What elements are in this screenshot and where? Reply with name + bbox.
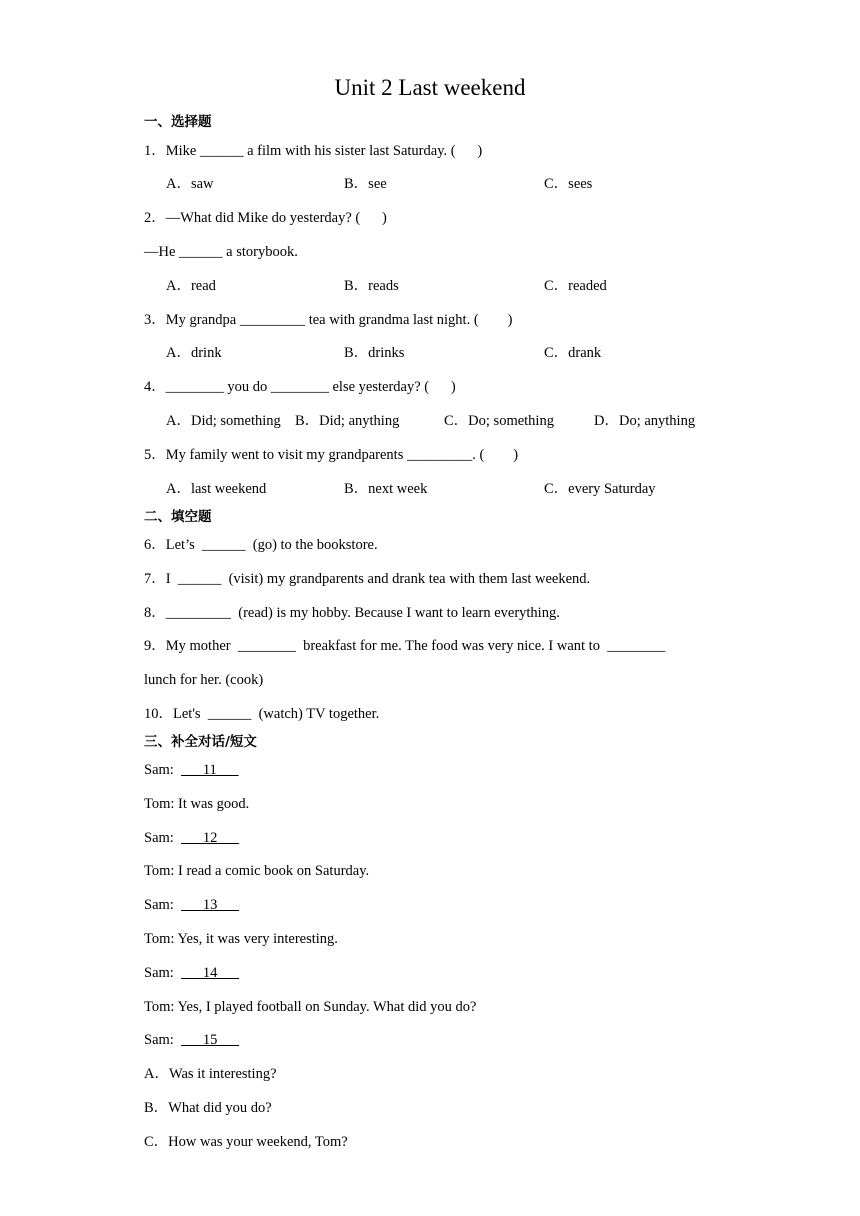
question-3-option-b: B．drinks [344, 345, 405, 361]
question-5-stem: 5．My family went to visit my grandparents _________. ( ) [144, 447, 519, 463]
dialog-tom-line-1: Tom: It was good. [144, 796, 250, 812]
question-4-option-d: D．Do; anything [594, 413, 696, 429]
question-5-option-b: B．next week [344, 481, 428, 497]
speaker-label: Sam: [144, 965, 182, 981]
section-heading-choice: 一、选择题 [144, 114, 212, 130]
question-4-option-c: C．Do; something [444, 413, 554, 429]
dialog-sam-line-14 [144, 963, 239, 983]
section-heading-fill: 二、填空题 [144, 509, 212, 525]
question-2-option-b: B．reads [344, 278, 399, 294]
speaker-label: Sam: [144, 762, 182, 778]
question-1-option-c: C．sees [544, 176, 593, 192]
dialog-option-b: B．What did you do? [144, 1100, 272, 1116]
question-8: 8．_________ (read) is my hobby. Because I want to learn everything. [144, 605, 560, 621]
page-title: Unit 2 Last weekend [334, 75, 526, 100]
speaker-label: Sam: [144, 1032, 182, 1048]
dialog-sam-line-11 [144, 760, 239, 780]
question-3-option-a: A．drink [166, 345, 222, 361]
question-1-option-a: A．saw [166, 176, 214, 192]
question-1-stem: 1．Mike ______ a film with his sister last Saturday. ( ) [144, 143, 483, 159]
dialog-tom-line-4: Tom: Yes, I played football on Sunday. What did you do? [144, 999, 477, 1015]
question-2-stem: 2．—What did Mike do yesterday? ( ) [144, 210, 387, 226]
question-1-option-b: B．see [344, 176, 387, 192]
question-7: 7．I ______ (visit) my grandparents and drank tea with them last weekend. [144, 571, 591, 587]
question-10: 10．Let's ______ (watch) TV together. [144, 706, 380, 722]
dialog-tom-line-2: Tom: I read a comic book on Saturday. [144, 863, 370, 879]
speaker-label: Sam: [144, 830, 182, 846]
question-6: 6．Let’s ______ (go) to the bookstore. [144, 537, 378, 553]
dialog-option-a: A．Was it interesting? [144, 1066, 277, 1082]
dialog-sam-line-13 [144, 895, 239, 915]
question-2-option-a: A．read [166, 278, 216, 294]
question-5-option-c: C．every Saturday [544, 481, 656, 497]
dialog-tom-line-3: Tom: Yes, it was very interesting. [144, 931, 338, 947]
dialog-sam-line-15 [144, 1030, 239, 1050]
question-4-option-b: B．Did; anything [295, 413, 400, 429]
question-9-line2: lunch for her. (cook) [144, 672, 264, 688]
section-heading-dialog: 三、补全对话/短文 [144, 734, 257, 750]
blank-12: 12 [181, 830, 240, 846]
question-5-option-a: A．last weekend [166, 481, 267, 497]
question-4-stem: 4．________ you do ________ else yesterday? ( ) [144, 379, 456, 395]
dialog-sam-line-12 [144, 828, 239, 848]
question-2-stem-line2: —He ______ a storybook. [144, 244, 298, 260]
blank-13: 13 [181, 897, 240, 913]
blank-15: 15 [181, 1032, 240, 1048]
question-2-option-c: C．readed [544, 278, 607, 294]
speaker-label: Sam: [144, 897, 182, 913]
dialog-option-c: C．How was your weekend, Tom? [144, 1134, 348, 1150]
question-4-option-a: A．Did; something [166, 413, 281, 429]
question-3-stem: 3．My grandpa _________ tea with grandma last night. ( ) [144, 312, 513, 328]
question-3-option-c: C．drank [544, 345, 602, 361]
blank-11: 11 [181, 762, 239, 778]
question-9: 9．My mother ________ breakfast for me. The food was very nice. I want to ________ [144, 638, 666, 654]
blank-14: 14 [181, 965, 240, 981]
